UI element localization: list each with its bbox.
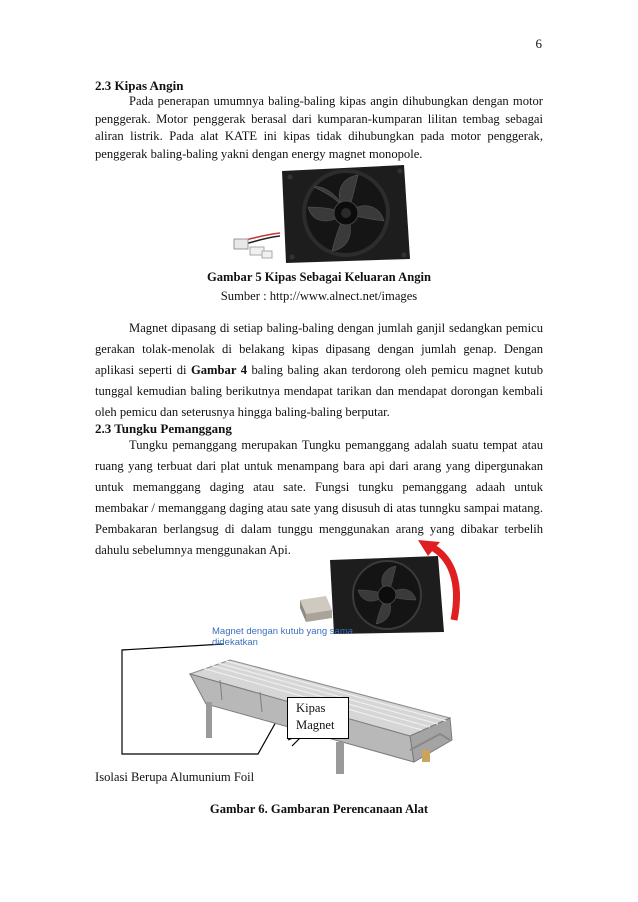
figure6-caption: Gambar 6. Gambaran Perencanaan Alat: [209, 802, 429, 816]
figure5-source: Sumber : http://www.alnect.net/images: [220, 289, 418, 303]
figure-reference: Gambar 4: [190, 363, 247, 377]
section-heading-kipas-angin: 2.3 Kipas Angin: [95, 78, 184, 93]
fan-small: [330, 556, 444, 634]
section-heading-tungku: 2.3 Tungku Pemanggang: [95, 421, 232, 436]
fan-cable: [234, 233, 280, 258]
paragraph-magnet: Magnet dipasang di setiap baling-baling dengan jumlah ganjil sedangkan pemicu gerakan tolak-menolak di belakang kipas dipasang dengan jumlah genap. Dengan aplikasi seperti di Gambar 4 baling baling akan terdorong oleh pemicu magnet kutub tunggal kemudian baling berikutnya mendapat tarikan dan mendapat dorongan kembali oleh pemicu dan seterusnya hingga baling-baling berputar.: [95, 321, 543, 419]
fan-body: [282, 165, 410, 263]
isolation-label: Isolasi Berupa Alumunium Foil: [95, 770, 255, 784]
paragraph-tungku: Tungku pemanggang merupakan Tungku pemanggang adalah suatu tempat atau ruang yang terbuat dari plat untuk menampang bara api dari arang yang dipergunakan untuk memanggang daging atau sate. Fungsi tungku pemanggang adaah untuk membakar / memanggang daging atau sate yang disusuh di atas tunngku sampai matang. Pembakaran berlangsug di dalam tunggu menggunakan arang yang dibakar terbelih dahulu sebelumnya menggunakan Api.: [95, 438, 543, 557]
magnet-block: [300, 596, 332, 622]
callout-kipas-magnet: Kipas Magnet: [287, 697, 349, 739]
page-number: 6: [535, 36, 542, 51]
paragraph-kipas-angin: Pada penerapan umumnya baling-baling kipas angin dihubungkan dengan motor penggerak. Motor penggerak berasal dari kumparan-kumparan lilitan tembag sebagai aliran listrik. Pada alat KATE ini kipas tidak dihubungkan pada motor penggerak, penggerak baling-baling yakni dengan energy magnet monopole.: [95, 94, 543, 161]
figure5-caption: Gambar 5 Kipas Sebagai Keluaran Angin: [206, 270, 432, 284]
fan-image: [232, 163, 412, 265]
figure6-diagram: [110, 540, 550, 780]
magnet-annotation: Magnet dengan kutub yang sama didekatkan: [212, 626, 354, 648]
